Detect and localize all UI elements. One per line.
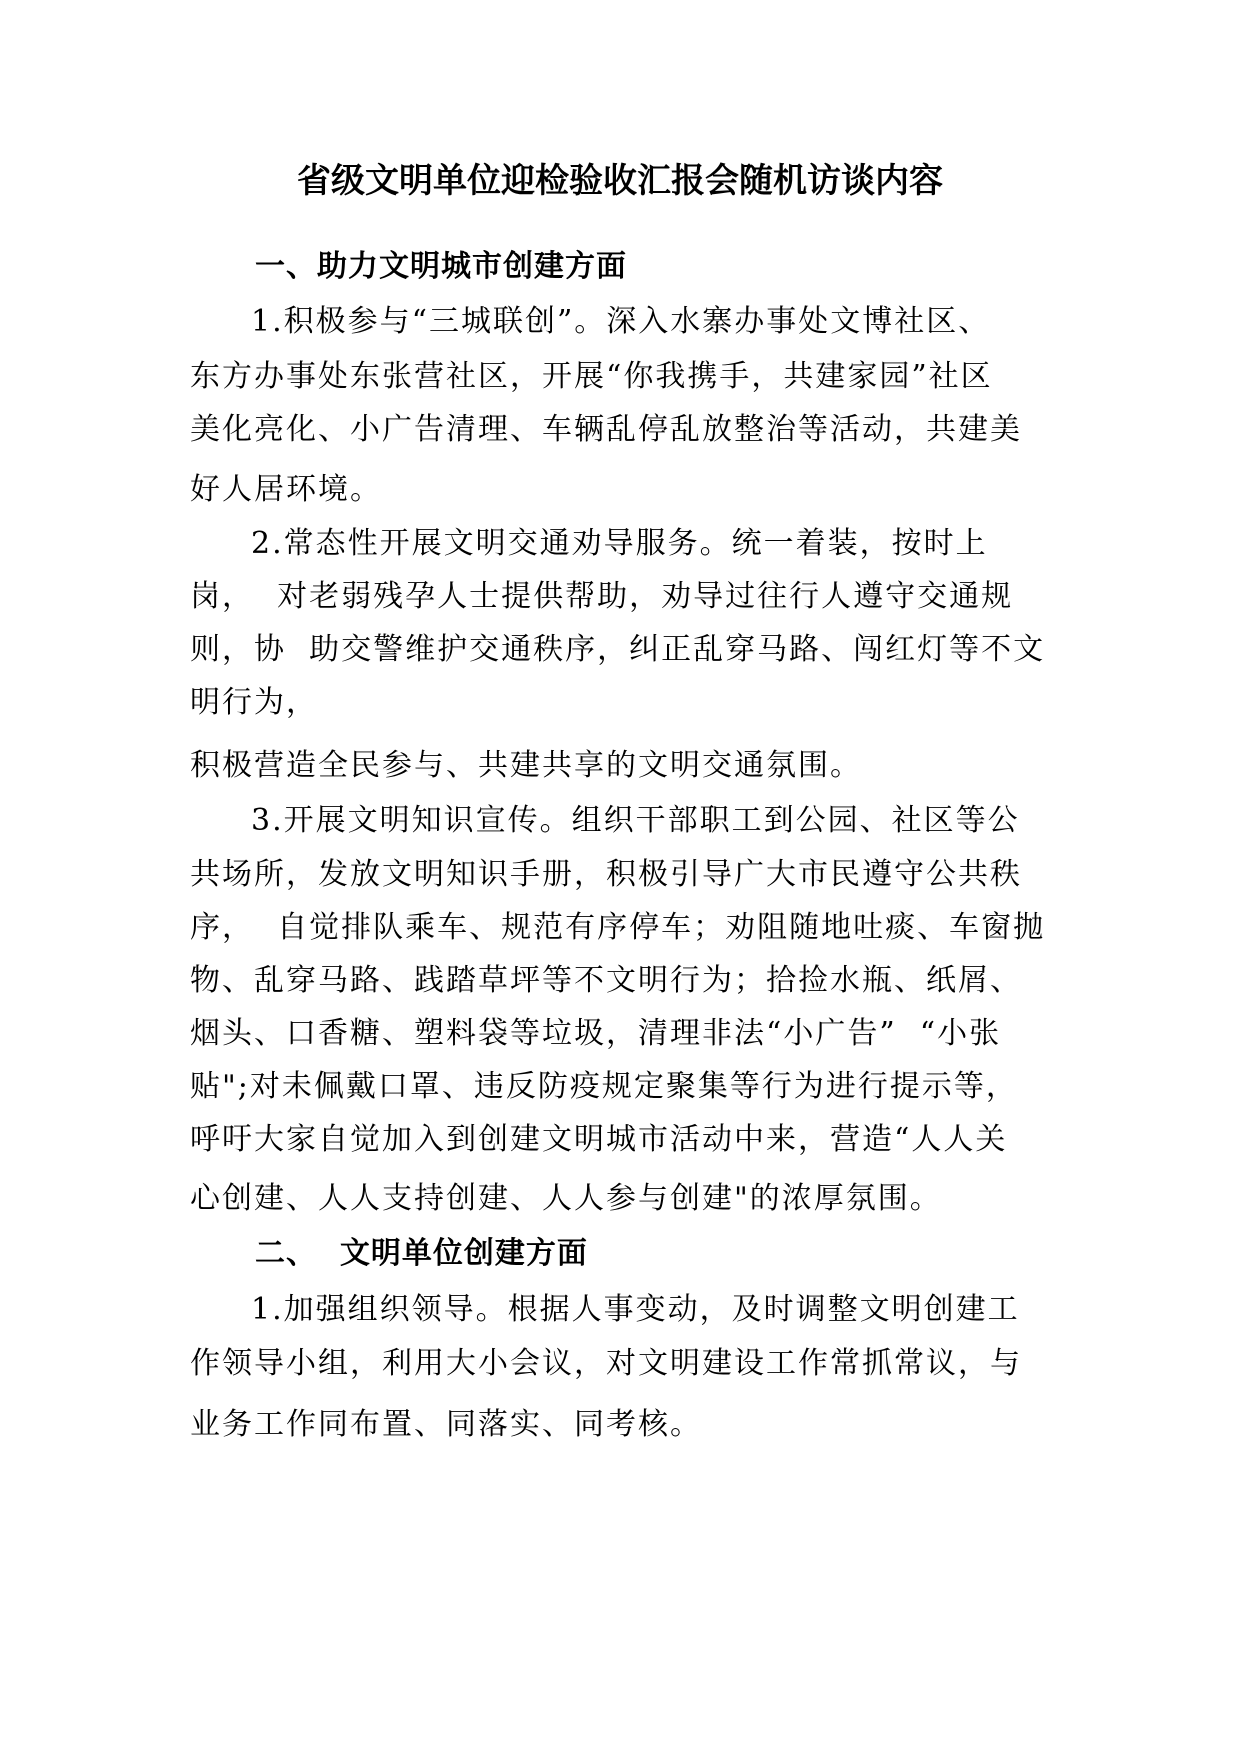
paragraph-line: 心创建、人人支持创建、人人参与创建"的浓厚氛围。 <box>190 1181 942 1216</box>
section-heading-2: 二、 文明单位创建方面 <box>255 1236 588 1271</box>
paragraph-line: 东方办事处东张营社区，开展“你我携手，共建家园”社区 <box>190 359 993 394</box>
paragraph-line: 则，协 助交警维护交通秩序，纠正乱穿马路、闯红灯等不文 <box>190 632 1046 667</box>
paragraph-line: 岗， 对老弱残孕人士提供帮助，劝导过往行人遵守交通规 <box>190 579 1014 614</box>
paragraph-line: 明行为， <box>190 685 318 720</box>
paragraph-line: 共场所，发放文明知识手册，积极引导广大市民遵守公共秩 <box>190 857 1022 892</box>
paragraph-line: 3.开展文明知识宣传。组织干部职工到公园、社区等公 <box>251 803 1020 838</box>
paragraph-line: 作领导小组，利用大小会议，对文明建设工作常抓常议，与 <box>190 1346 1022 1381</box>
paragraph-line: 业务工作同布置、同落实、同考核。 <box>190 1407 702 1442</box>
paragraph-line: 贴";对未佩戴口罩、违反防疫规定聚集等行为进行提示等， <box>190 1069 1018 1104</box>
paragraph-line: 1.加强组织领导。根据人事变动，及时调整文明创建工 <box>251 1292 1020 1327</box>
page-title: 省级文明单位迎检验收汇报会随机访谈内容 <box>297 161 943 201</box>
paragraph-line: 1.积极参与“三城联创”。深入水寨办事处文博社区、 <box>251 304 991 339</box>
paragraph-line: 2.常态性开展文明交通劝导服务。统一着装，按时上 <box>251 526 988 561</box>
paragraph-line: 好人居环境。 <box>190 472 382 507</box>
paragraph-line: 积极营造全民参与、共建共享的文明交通氛围。 <box>190 748 862 783</box>
paragraph-line: 美化亮化、小广告清理、车辆乱停乱放整治等活动，共建美 <box>190 412 1022 447</box>
section-heading-1: 一、助力文明城市创建方面 <box>255 249 627 284</box>
paragraph-line: 烟头、口香糖、塑料袋等垃圾，清理非法“小广告” “小张 <box>190 1016 1002 1051</box>
paragraph-line: 呼吁大家自觉加入到创建文明城市活动中来，营造“人人关 <box>190 1122 1008 1157</box>
paragraph-line: 物、乱穿马路、践踏草坪等不文明行为；拾捡水瓶、纸屑、 <box>190 963 1022 998</box>
paragraph-line: 序， 自觉排队乘车、规范有序停车；劝阻随地吐痰、车窗抛 <box>190 910 1046 945</box>
